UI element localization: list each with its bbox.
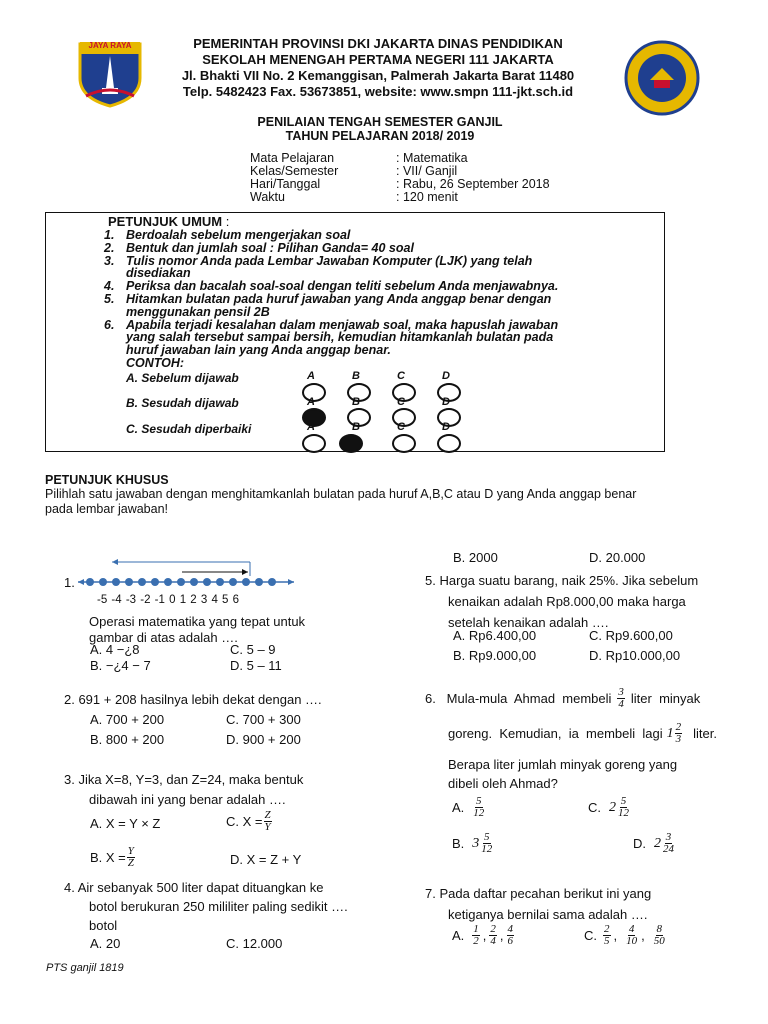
school-header	[140, 36, 616, 100]
q3-option-a[interactable]: A. X = Y × Z	[90, 816, 161, 831]
q4-option-a[interactable]: A. 20	[90, 936, 121, 951]
fraction	[653, 924, 666, 947]
q7-option-a[interactable]: A. $\frac{1}{2}$ , $\frac{2}{4}$ , $\frac{4}{6}$	[452, 923, 514, 947]
denominator: 5	[604, 935, 610, 947]
q4-option-d[interactable]: D. 20.000	[589, 550, 646, 565]
q1-option-d[interactable]: D. 5 – 11	[230, 658, 282, 673]
q5-option-c[interactable]: C. Rp9.600,00	[589, 628, 673, 643]
q6-line-2	[448, 722, 717, 745]
info-row	[250, 151, 550, 164]
denominator: 12	[473, 807, 485, 819]
q4-line: botol berukuran 250 mililiter paling sedikit ….	[89, 899, 348, 914]
answer-bubble-d	[437, 434, 461, 453]
q5-line: kenaikan adalah Rp8.000,00 maka harga	[448, 594, 686, 609]
numerator: 5	[620, 795, 627, 807]
info-value: : 120 menit	[396, 190, 458, 204]
exam-year: TAHUN PELAJARAN 2018/ 2019	[285, 129, 475, 143]
fraction	[127, 846, 135, 869]
fraction	[264, 810, 272, 833]
denominator: 4	[490, 935, 496, 947]
fraction	[507, 924, 515, 947]
answer-bubble-a	[302, 434, 326, 453]
q1-option-b[interactable]: B. −¿4 − 7	[90, 658, 151, 673]
jakarta-logo-text: JAYA RAYA	[88, 41, 132, 50]
bubble-letter: D	[442, 370, 450, 382]
info-row	[250, 177, 550, 190]
fraction	[617, 796, 630, 819]
q4-line: 4. Air sebanyak 500 liter dapat dituangkan ke	[64, 880, 324, 895]
numerator: 2	[604, 923, 610, 935]
rule-line: Apabila terjadi kesalahan dalam menjawab soal, maka hapuslah jawaban	[126, 317, 559, 332]
numerator: 2	[675, 721, 682, 733]
bubble-letter: A	[307, 370, 315, 382]
q3-option-c[interactable]	[226, 810, 273, 833]
denominator: 2	[473, 935, 479, 947]
q3-text	[64, 770, 362, 810]
header-line-3: Jl. Bhakti VII No. 2 Kemanggisan, Palmerah Jakarta Barat 11480	[181, 68, 575, 83]
q1-option-c[interactable]: C. 5 – 9	[230, 642, 276, 657]
q3-option-d[interactable]: D. X = Z + Y	[230, 852, 302, 867]
petunjuk-umum-list	[104, 229, 634, 370]
petunjuk-umum-colon: :	[222, 214, 230, 229]
q2-option-c[interactable]: C. 700 + 300	[226, 712, 301, 727]
q3-option-b[interactable]	[90, 846, 136, 869]
q5-line: setelah kenaikan adalah ….	[448, 615, 609, 630]
mixed-whole: 2	[654, 835, 661, 851]
numerator: Z	[264, 809, 271, 821]
denominator: 12	[481, 843, 493, 855]
q3-option-c-label: C. X =	[226, 813, 263, 829]
example-corrected: C. Sesudah diperbaiki	[126, 422, 252, 436]
footer-label: PTS ganjil 1819	[46, 962, 124, 974]
numerator: 8	[656, 923, 662, 935]
q4-option-c[interactable]: C. 12.000	[226, 936, 283, 951]
exam-info	[250, 151, 550, 203]
numerator: 4	[628, 923, 635, 935]
rule-line: disediakan	[126, 266, 191, 281]
q3-option-b-label: B. X =	[90, 849, 126, 865]
numerator: 1	[473, 923, 479, 935]
fraction	[480, 832, 493, 855]
petunjuk-khusus-title: PETUNJUK KHUSUS	[45, 473, 169, 487]
q7-text	[425, 883, 727, 925]
denominator: 12	[618, 807, 629, 819]
bubble-letter: A	[307, 396, 315, 408]
q1-number: 1.	[64, 575, 75, 590]
numerator: 3	[618, 686, 624, 698]
denominator: 10	[626, 935, 638, 947]
rule-line: Hitamkan bulatan pada huruf jawaban yang Anda anggap benar dengan	[126, 291, 552, 306]
option-label: C.	[588, 799, 601, 815]
denominator: 6	[507, 935, 514, 947]
rule-item	[104, 293, 634, 319]
q2-option-b[interactable]: B. 800 + 200	[90, 732, 165, 747]
q5-text	[425, 570, 727, 633]
q5-option-a[interactable]: A. Rp6.400,00	[453, 628, 537, 643]
header-line-1: PEMERINTAH PROVINSI DKI JAKARTA DINAS PENDIDIKAN	[193, 36, 563, 51]
rule-item	[104, 255, 634, 281]
q7-line: 7. Pada daftar pecahan berikut ini yang	[425, 886, 652, 901]
q6-text: liter minyak	[630, 690, 701, 706]
fraction	[617, 687, 625, 710]
school-logo	[624, 40, 700, 116]
q6-line-1	[425, 687, 727, 710]
fraction	[675, 722, 683, 745]
bubble-letter: C	[397, 396, 405, 408]
bubble-letter: B	[352, 421, 360, 433]
q5-line: 5. Harga suatu barang, naik 25%. Jika sebelum	[425, 573, 699, 588]
mixed-whole: 2	[609, 799, 616, 815]
rule-line: yang salah tersebut sampai bersih, kemudian hitamkanlah bulatan pada	[126, 330, 554, 345]
bubble-letter: B	[352, 396, 360, 408]
bubble-letter: A	[307, 421, 315, 433]
q6-line: dibeli oleh Ahmad?	[448, 776, 558, 791]
contoh-label: CONTOH:	[126, 355, 185, 370]
denominator: Y	[264, 821, 271, 833]
info-value: : Rabu, 26 September 2018	[396, 177, 550, 191]
fraction	[603, 924, 611, 947]
info-label: Mata Pelajaran	[250, 151, 335, 165]
bubble-letter: D	[442, 396, 450, 408]
fraction	[489, 924, 497, 947]
q1-option-a[interactable]: A. 4 −¿8	[90, 642, 140, 657]
number-line-figure	[72, 556, 302, 590]
bubble-letter: C	[397, 370, 405, 382]
q6-option-d[interactable]	[633, 832, 676, 855]
rule-item	[104, 242, 634, 255]
rule-line: menggunakan pensil 2B	[126, 304, 270, 319]
denominator: 3	[675, 733, 682, 745]
numerator: 2	[490, 923, 496, 935]
numerator: 5	[476, 795, 482, 807]
info-label: Waktu	[250, 190, 285, 204]
numerator: 4	[507, 923, 514, 935]
fraction	[662, 832, 675, 855]
rule-line: Bentuk dan jumlah soal : Pilihan Ganda= 40 soal	[126, 240, 414, 255]
rule-number: 2.	[104, 240, 115, 255]
q4-text	[64, 878, 364, 935]
petunjuk-umum-title: PETUNJUK UMUM	[108, 214, 223, 229]
q7-line: ketiganya bernilai sama adalah ….	[448, 907, 648, 922]
q4-option-b[interactable]: B. 2000	[453, 550, 498, 565]
q6-option-c[interactable]	[588, 796, 631, 819]
rule-number: 3.	[104, 253, 115, 268]
rule-number: 1.	[104, 228, 115, 242]
q5-option-d[interactable]: D. Rp10.000,00	[589, 648, 681, 663]
rule-number: 6.	[104, 317, 115, 332]
rule-item	[104, 229, 634, 242]
petunjuk-khusus-line: pada lembar jawaban!	[45, 502, 168, 516]
header-line-4: Telp. 5482423 Fax. 53673851, website: www.smpn 111-jkt.sch.id	[182, 84, 574, 99]
option-label: B.	[452, 835, 465, 851]
q3-line: 3. Jika X=8, Y=3, dan Z=24, maka bentuk	[64, 772, 304, 787]
bubble-letter: B	[352, 370, 360, 382]
q6-option-a[interactable]	[452, 796, 486, 819]
q4-line: botol	[89, 918, 118, 933]
info-value: : Matematika	[396, 151, 468, 165]
option-label: C.	[584, 927, 597, 943]
q1-line: gambar di atas adalah ….	[89, 630, 238, 645]
rule-line: Periksa dan bacalah soal-soal dengan teliti sebelum Anda menjawabnya.	[126, 279, 559, 294]
option-label: A.	[452, 799, 465, 815]
answer-bubble-b-filled	[339, 434, 363, 453]
rule-line: Tulis nomor Anda pada Lembar Jawaban Komputer (LJK) yang telah	[126, 253, 533, 268]
numerator: 3	[665, 831, 672, 843]
denominator: Z	[127, 857, 134, 869]
rule-number: 5.	[104, 291, 115, 306]
petunjuk-umum-title-row	[108, 214, 229, 229]
rule-line: Berdoalah sebelum mengerjakan soal	[126, 228, 351, 242]
exam-title: PENILAIAN TENGAH SEMESTER GANJIL	[257, 115, 503, 129]
numerator: 5	[484, 831, 490, 843]
q6-line: Berapa liter jumlah minyak goreng yang	[448, 757, 678, 772]
q6-text: 6. Mula-mula Ahmad membeli	[425, 690, 612, 706]
q2-option-a[interactable]: A. 700 + 200	[90, 712, 165, 727]
q1-line: Operasi matematika yang tepat untuk	[89, 614, 306, 629]
jakarta-logo	[76, 38, 144, 108]
number-line-ticks: -5 -4 -3 -2 -1 0 1 2 3 4 5 6	[97, 594, 240, 606]
info-row	[250, 164, 550, 177]
info-label: Hari/Tanggal	[250, 177, 321, 191]
option-label: D.	[633, 835, 646, 851]
numerator: Y	[127, 845, 134, 857]
rule-item	[104, 319, 634, 357]
example-before: A. Sebelum dijawab	[126, 371, 239, 385]
q6-text: liter.	[693, 725, 717, 741]
denominator: 50	[653, 935, 665, 947]
bubble-letter: C	[397, 421, 405, 433]
mixed-whole: 1	[666, 725, 674, 741]
petunjuk-khusus-line: Pilihlah satu jawaban dengan menghitamkanlah bulatan pada huruf A,B,C atau D yang Anda anggap benar	[45, 487, 637, 501]
denominator: 4	[618, 698, 624, 710]
bubble-letter: D	[442, 421, 450, 433]
header-line-2: SEKOLAH MENENGAH PERTAMA NEGERI 111 JAKARTA	[202, 52, 554, 67]
info-row	[250, 190, 550, 203]
q2-text: 2. 691 + 208 hasilnya lebih dekat dengan ….	[64, 692, 322, 707]
q6-question	[448, 755, 726, 793]
option-label: A.	[452, 927, 465, 943]
answer-bubble-c	[392, 434, 416, 453]
q7-option-c[interactable]: C. $\frac{2}{5}$ , $\frac{4}{10}$ , $\frac{8}{50}$	[584, 923, 665, 947]
exam-title-block	[190, 115, 570, 143]
petunjuk-khusus-text	[45, 487, 745, 517]
q6-option-b[interactable]	[452, 832, 494, 855]
fraction	[472, 796, 485, 819]
rule-line: huruf jawaban lain yang Anda anggap benar.	[126, 343, 391, 358]
fraction	[472, 924, 480, 947]
info-label: Kelas/Semester	[250, 164, 339, 178]
example-after: B. Sesudah dijawab	[126, 396, 239, 410]
denominator: 24	[663, 843, 674, 855]
fraction	[625, 924, 638, 947]
mixed-whole: 3	[472, 835, 480, 851]
q3-line: dibawah ini yang benar adalah ….	[89, 792, 286, 807]
rule-number: 4.	[104, 279, 115, 294]
q6-text: goreng. Kemudian, ia membeli lagi	[448, 725, 663, 741]
q5-option-b[interactable]: B. Rp9.000,00	[453, 648, 537, 663]
q2-option-d[interactable]: D. 900 + 200	[226, 732, 301, 747]
info-value: : VII/ Ganjil	[396, 164, 458, 178]
